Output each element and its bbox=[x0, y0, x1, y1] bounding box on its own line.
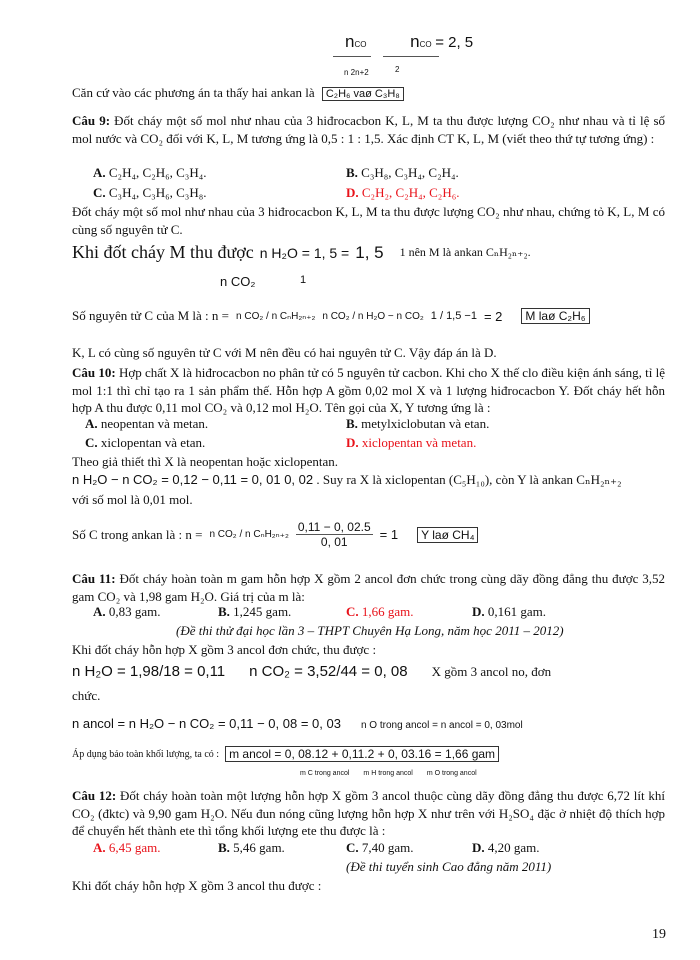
option-b: B. 1,245 gam. bbox=[218, 604, 292, 619]
formula-fraction: 1 / 1,5 −1 bbox=[430, 310, 477, 322]
formula: n H₂O = 1, 5 = bbox=[259, 244, 350, 261]
formula-result: = 1 bbox=[379, 527, 399, 542]
formula-fraction: n CO₂ / n CₙH₂ₙ₊₂ bbox=[209, 529, 289, 540]
formula-denominator: n 2n+2 bbox=[344, 68, 369, 77]
formula-fraction: n CO₂ / n CₙH₂ₙ₊₂ bbox=[236, 310, 316, 322]
option-d-correct: D. xiclopentan và metan. bbox=[346, 435, 477, 450]
solution-text: X gồm 3 ancol no, đơn bbox=[431, 664, 552, 679]
option-a: A. neopentan và metan. bbox=[85, 416, 209, 431]
option-b: B. C₃H₈, C₃H₄, C₂H₄. bbox=[346, 165, 459, 180]
source-note: (Đề thi tuyển sinh Cao đẳng năm 2011) bbox=[346, 859, 552, 874]
formula-n: n bbox=[345, 32, 355, 51]
question-text: Đốt cháy hoàn toàn một lượng hỗn hợp X gồm 3 ancol thuộc cùng dãy đồng đẳng thu được 6,72 lít khí CO₂ (đktc) và 9,90 gam H₂O. Nếu đun nóng cũng lượng hỗn hợp X như trên với H₂SO₄ đặc ở nhiệt độ thích hợp để chuyển hết thành ete thì tổng khối lượng ete thu được là : bbox=[72, 788, 665, 838]
solution-line-ancol bbox=[72, 716, 523, 731]
solution-text: K, L có cùng số nguyên tử C với M nên đều có hai nguyên tử C. Vậy đáp án là D. bbox=[72, 345, 497, 360]
formula: n ancol = n H₂O − n CO₂ = 0,11 − 0, 08 = 0, 03 bbox=[72, 716, 341, 731]
question-label: Câu 9: bbox=[72, 113, 111, 128]
question-label: Câu 10: bbox=[72, 365, 116, 380]
formula: n H₂O = 1,98/18 = 0,11 bbox=[72, 663, 226, 680]
formula-label: m H trong ancol bbox=[363, 770, 413, 777]
option-b: B. metylxiclobutan và etan. bbox=[346, 416, 490, 431]
question-10 bbox=[72, 364, 665, 417]
solution-lead: Khi đốt cháy M thu được bbox=[72, 242, 254, 262]
formula-numerator: 0,11 − 0, 02.5 bbox=[297, 520, 371, 534]
formula-fraction: n CO₂ / n H₂O − n CO₂ bbox=[322, 310, 424, 322]
question-text: Đốt cháy hoàn toàn m gam hỗn hợp X gồm 2 ancol đơn chức trong cùng dãy đồng đẳng thu được 3,52 gam CO₂ và 1,98 gam H₂O. Giá trị của m là: bbox=[72, 571, 666, 604]
option-d: D. 4,20 gam. bbox=[472, 840, 540, 855]
formula-denominator: 1 bbox=[300, 274, 307, 286]
conclusion-line bbox=[72, 85, 404, 101]
solution-line-ankan bbox=[72, 520, 478, 549]
answer-box: C₂H₆ vaø C₃H₈ bbox=[322, 87, 404, 101]
formula-result: = 2 bbox=[483, 308, 503, 324]
solution-line-carbon bbox=[72, 308, 590, 324]
question-text: Đốt cháy một số mol như nhau của 3 hiđrocacbon K, L, M ta thu được lượng CO₂ như nhau và tỉ lệ số mol nước và CO₂ đối với K, L, M tương ứng là 0,5 : 1 : 1,5. Xác định CT K, L, M (viết theo thứ tự tương ứng) : bbox=[72, 113, 665, 146]
option-a: A. C₂H₄, C₂H₆, C₃H₄. bbox=[93, 165, 207, 180]
formula-sub: CO bbox=[419, 40, 432, 49]
formula-denominator: 0, 01 bbox=[320, 535, 348, 549]
option-c: C. xiclopentan và etan. bbox=[85, 435, 206, 450]
formula-result: = 2, 5 bbox=[435, 34, 474, 51]
answer-box: M laø C₂H₆ bbox=[521, 308, 589, 324]
question-label: Câu 12: bbox=[72, 788, 117, 803]
answer-box: Y laø CH₄ bbox=[417, 527, 478, 543]
question-9 bbox=[72, 112, 665, 147]
solution-text: Đốt cháy một số mol như nhau của 3 hiđrocacbon K, L, M ta thu được lượng CO₂ như nhau, chứng tỏ K, L, M có cùng số nguyên tử C. bbox=[72, 204, 665, 237]
solution-text: Khi đốt cháy hỗn hợp X gồm 3 ancol đơn chức, thu được : bbox=[72, 642, 377, 657]
solution-line-m bbox=[72, 242, 531, 263]
question-label: Câu 11: bbox=[72, 571, 116, 586]
solution-text: Theo giả thiết thì X là neopentan hoặc xiclopentan. bbox=[72, 454, 339, 469]
formula-n: n bbox=[410, 32, 420, 51]
formula-sub: CO bbox=[354, 40, 367, 49]
question-text: Hợp chất X là hiđrocacbon no phân tử có 5 nguyên tử cacbon. Khi cho X thế clo điều kiện ánh sáng, tỉ lệ mol 1:1 thì chỉ tạo ra 1 sản phẩm thế. Hỗn hợp A gồm 0,02 mol X và 1 lượng hiđrocacbon Y. Đốt cháy hết hỗn hợp A thu được 0,11 mol CO₂ và 0,12 mol H₂O. Tên gọi của X, Y tương ứng là : bbox=[72, 365, 665, 415]
solution-text: Khi đốt cháy hỗn hợp X gồm 3 ancol thu được : bbox=[72, 878, 322, 893]
page-number: 19 bbox=[652, 927, 666, 942]
option-c-correct: C. 1,66 gam. bbox=[346, 604, 414, 619]
formula-denominator: 2 bbox=[395, 65, 400, 74]
formula: n O trong ancol = n ancol = 0, 03mol bbox=[360, 720, 523, 731]
option-d: D. 0,161 gam. bbox=[472, 604, 547, 619]
solution-lead: Số C trong ankan là : n = bbox=[72, 526, 203, 542]
formula-label: m O trong ancol bbox=[426, 770, 477, 777]
formula-labels bbox=[300, 770, 477, 777]
formula-fraction bbox=[296, 520, 373, 549]
option-a-correct: A. 6,45 gam. bbox=[93, 840, 161, 855]
solution-lead: Số nguyên tử C của M là : n = bbox=[72, 308, 230, 323]
option-c: C. 7,40 gam. bbox=[346, 840, 414, 855]
question-12 bbox=[72, 787, 665, 840]
option-a: A. 0,83 gam. bbox=[93, 604, 161, 619]
solution-text: chức. bbox=[72, 688, 101, 703]
question-11 bbox=[72, 570, 665, 605]
solution-text: 1 nên M là ankan CₙH₂ₙ₊₂. bbox=[399, 245, 531, 259]
formula-numerator: 1, 5 bbox=[355, 242, 384, 262]
formula-denominator: n CO₂ bbox=[220, 274, 256, 289]
solution-text: với số mol là 0,01 mol. bbox=[72, 492, 193, 507]
option-b: B. 5,46 gam. bbox=[218, 840, 285, 855]
solution-line-moles bbox=[72, 663, 551, 680]
formula-ratio bbox=[345, 32, 473, 52]
formula-label: m C trong ancol bbox=[300, 770, 350, 777]
conclusion-text: Căn cứ vào các phương án ta thấy hai ankan là bbox=[72, 85, 315, 100]
formula: n CO₂ = 3,52/44 = 0, 08 bbox=[249, 663, 408, 680]
option-c: C. C₃H₄, C₃H₆, C₃H₈. bbox=[93, 185, 207, 200]
solution-lead: Áp dụng bảo toàn khối lượng, ta có : bbox=[72, 748, 220, 760]
solution-line-mass bbox=[72, 746, 499, 762]
formula: m ancol = 0, 08.12 + 0,11.2 + 0, 03.16 = 1,66 gam bbox=[225, 746, 499, 762]
source-note: (Đề thi thử đại học lần 3 – THPT Chuyên Hạ Long, năm học 2011 – 2012) bbox=[176, 623, 564, 638]
option-d-correct: D. C₂H₂, C₂H₄, C₂H₆. bbox=[346, 185, 460, 200]
solution-line: n H₂O − n CO₂ = 0,12 − 0,11 = 0, 01 0, 02 . Suy ra X là xiclopentan (C₅H₁₀), còn Y là ankan CₙH₂ₙ₊₂ bbox=[72, 472, 622, 487]
